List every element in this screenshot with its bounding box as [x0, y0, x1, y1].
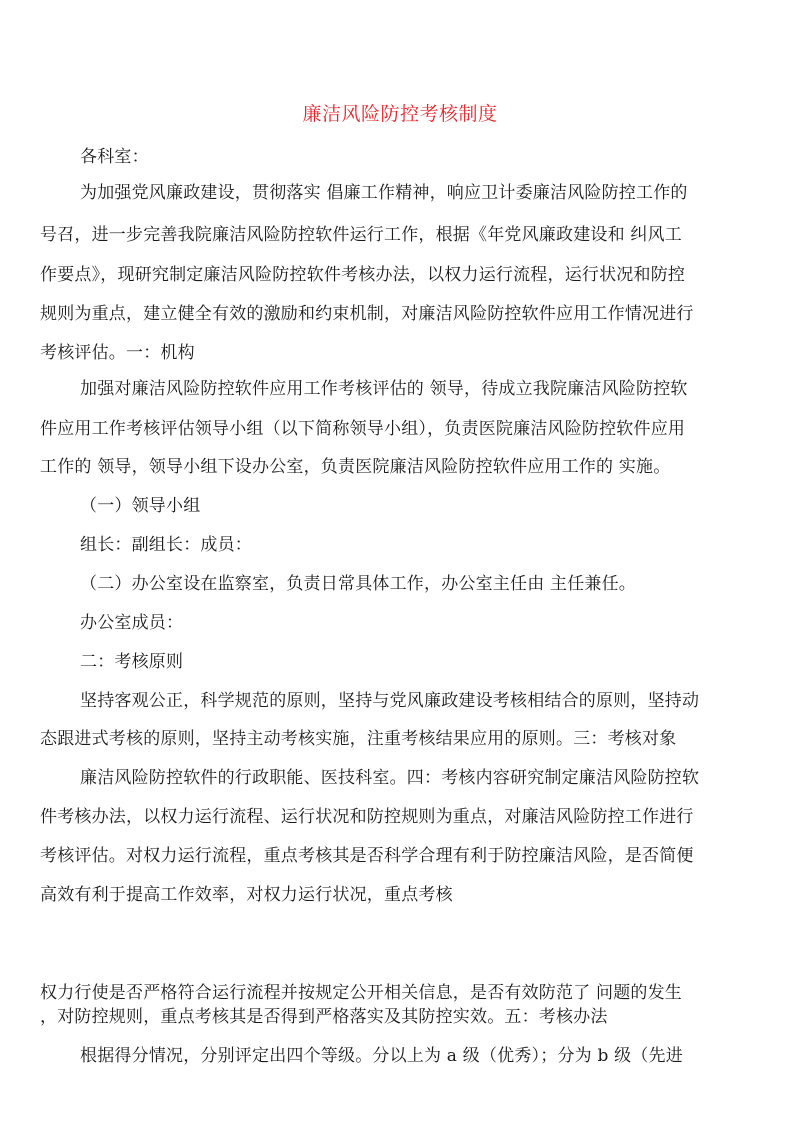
paragraph-line: 坚持客观公正，科学规范的原则，坚持与党风廉政建设考核相结合的原则，坚持动 [80, 691, 700, 711]
paragraph-line: 组长：副组长：成员： [80, 535, 252, 555]
document-title: 廉洁风险防控考核制度 [302, 103, 498, 125]
paragraph-line: ，对防控规则，重点考核其是否得到严格落实及其防控实效。五：考核办法 [40, 1007, 608, 1027]
section-heading: （一）领导小组 [80, 496, 201, 516]
section-heading: 二：考核原则 [80, 652, 184, 672]
paragraph-line: 办公室成员： [80, 613, 184, 633]
salutation: 各科室： [80, 147, 149, 167]
paragraph-line: 规则为重点，建立健全有效的激励和约束机制，对廉洁风险防控软件应用工作情况进行 [40, 304, 694, 324]
paragraph-line: 件应用工作考核评估领导小组（以下简称领导小组），负责医院廉洁风险防控软件应用 [40, 419, 686, 439]
paragraph-line: 权力行使是否严格符合运行流程并按规定公开相关信息，是否有效防范了 问题的发生 [40, 983, 683, 1003]
paragraph-line: 根据得分情况，分别评定出四个等级。分以上为 a 级（优秀）；分为 b 级（先进 [80, 1046, 683, 1066]
paragraph-line: 考核评估。对权力运行流程，重点考核其是否科学合理有利于防控廉洁风险，是否简便 [40, 846, 694, 866]
paragraph-line: 加强对廉洁风险防控软件应用工作考核评估的 领导，待成立我院廉洁风险防控软 [80, 379, 688, 399]
paragraph-line: （二）办公室设在监察室，负责日常具体工作，办公室主任由 主任兼任。 [80, 574, 637, 594]
paragraph-line: 廉洁风险防控软件的行政职能、医技科室。四：考核内容研究制定廉洁风险防控软 [80, 768, 700, 788]
paragraph-line: 作要点》，现研究制定廉洁风险防控软件考核办法，以权力运行流程，运行状况和防控 [40, 265, 686, 285]
paragraph-line: 态跟进式考核的原则，坚持主动考核实施，注重考核结果应用的原则。三：考核对象 [40, 729, 677, 749]
paragraph-line: 为加强党风廉政建设，贯彻落实 倡廉工作精神，响应卫计委廉洁风险防控工作的 [80, 183, 688, 203]
paragraph-line: 件考核办法，以权力运行流程、运行状况和防控规则为重点，对廉洁风险防控工作进行 [40, 807, 694, 827]
paragraph-line: 考核评估。一：机构 [40, 343, 195, 363]
paragraph-line: 工作的 领导，领导小组下设办公室，负责医院廉洁风险防控软件应用工作的 实施。 [40, 457, 671, 477]
paragraph-line: 高效有利于提高工作效率，对权力运行状况，重点考核 [40, 885, 453, 905]
paragraph-line: 号召，进一步完善我院廉洁风险防控软件运行工作，根据《年党风廉政建设和 纠风工 [40, 225, 683, 245]
